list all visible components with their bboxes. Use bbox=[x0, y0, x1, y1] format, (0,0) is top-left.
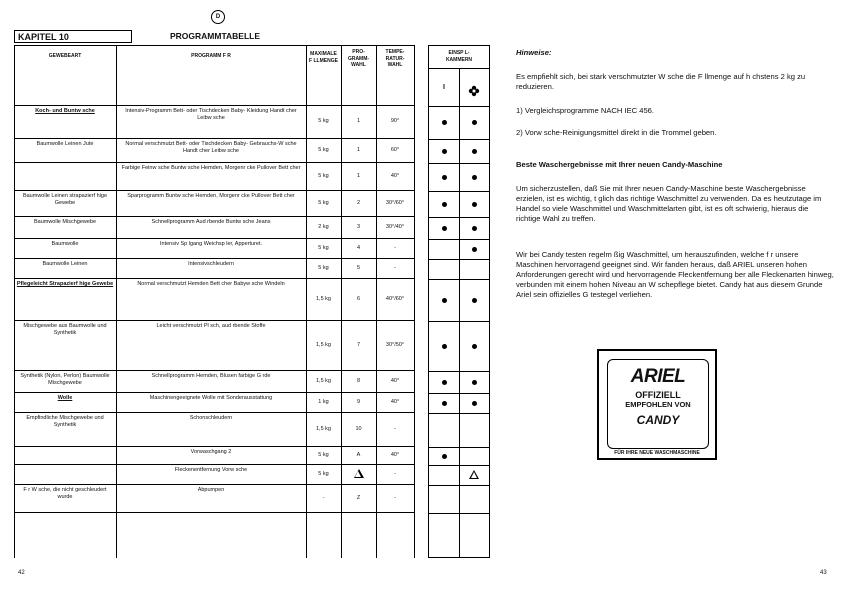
stain-triangle-icon bbox=[354, 469, 364, 478]
programm-cell: Intensiv Sp lgang Weichsp ler, Apperturet. bbox=[159, 241, 262, 247]
col-header-gewebeart: GEWEBEART bbox=[48, 53, 82, 59]
prog-cell: 9 bbox=[356, 398, 361, 405]
programm-cell: Sparprogramm Buntw sche Hemden, Morgenr cke Pullover Bett cher bbox=[127, 193, 295, 199]
temp-cell: - bbox=[394, 264, 396, 271]
compartment-dot-icon bbox=[472, 247, 477, 252]
programm-cell: Intensiv-Programm Bett- oder Tischdecken Baby- Kleidung Handt cher Leibw sche bbox=[125, 108, 297, 121]
gewebe-cell: Baumwolle Mischgewebe bbox=[33, 219, 97, 225]
menge-cell: 5 kg bbox=[318, 199, 329, 206]
temp-cell: 60° bbox=[390, 146, 400, 153]
kammern-table bbox=[428, 45, 490, 558]
menge-cell: 5 kg bbox=[318, 172, 329, 179]
gewebe-cell: Koch- und Buntw sche bbox=[35, 108, 95, 114]
prog-cell: 8 bbox=[356, 377, 361, 384]
programm-cell: Leicht verschmutzt Pl sch, aud rbende Stoffe bbox=[156, 323, 266, 329]
prog-cell: 4 bbox=[356, 244, 361, 251]
section-subtitle: Beste Waschergebnisse mit Ihrer neuen Candy-Maschine bbox=[516, 160, 723, 169]
prog-cell: 7 bbox=[356, 341, 361, 348]
language-flag-icon: D bbox=[211, 10, 225, 24]
temp-cell: 30°/40° bbox=[385, 223, 405, 230]
compartment-dot-icon bbox=[472, 226, 477, 231]
menge-cell: 5 kg bbox=[318, 146, 329, 153]
menge-cell: 1,5 kg bbox=[316, 377, 331, 384]
prog-cell: Z bbox=[356, 494, 361, 501]
temp-cell: - bbox=[394, 470, 396, 477]
prog-cell: 2 bbox=[356, 199, 361, 206]
temp-cell: - bbox=[394, 494, 396, 501]
menge-cell: 2 kg bbox=[318, 223, 329, 230]
menge-cell: 1 kg bbox=[318, 398, 329, 405]
compartment-dot-icon bbox=[472, 149, 477, 154]
menge-cell: 1,5 kg bbox=[316, 341, 331, 348]
compartment-dot-icon bbox=[442, 380, 447, 385]
programm-cell: Fleckenentfernung Vorw sche bbox=[174, 467, 248, 473]
ariel-brand: ARIEL bbox=[630, 366, 686, 387]
temp-cell: 90° bbox=[390, 118, 400, 124]
gewebe-cell: Baumwolle Leinen strapazierf hige Gewebe bbox=[22, 193, 108, 206]
prog-cell: 1 bbox=[356, 118, 361, 124]
temp-cell: - bbox=[394, 425, 396, 432]
gewebe-cell: Baumwolle Leinen Jute bbox=[36, 141, 94, 147]
col-header-temp-wahl: TEMPE- RATUR- WAHL bbox=[385, 49, 405, 68]
menge-cell: 5 kg bbox=[318, 451, 329, 458]
prog-cell: A bbox=[356, 451, 361, 458]
gewebe-cell: Pflegeleicht Strapazierf hige Gewebe bbox=[16, 281, 114, 287]
temp-cell: 30°/50° bbox=[385, 341, 405, 348]
menge-cell: 5 kg bbox=[318, 118, 329, 124]
compartment-dot-icon bbox=[472, 380, 477, 385]
temp-cell: 40° bbox=[390, 377, 400, 384]
prog-cell: 1 bbox=[356, 146, 361, 153]
col-header-programm: PROGRAMM F R bbox=[191, 53, 231, 59]
hinweis-paragraph-2: 1) Vergleichsprogramme NACH IEC 456. bbox=[516, 106, 655, 115]
gewebe-cell: Baumwolle bbox=[51, 241, 79, 247]
col-header-menge: MAXIMALE F LLMENGE bbox=[309, 51, 338, 64]
temp-cell: 40° bbox=[390, 451, 400, 458]
compartment-dot-icon bbox=[442, 298, 447, 303]
prog-cell: 1 bbox=[356, 172, 361, 179]
gewebe-cell: F r W sche, die nicht geschleudert wurde bbox=[23, 487, 107, 500]
programm-cell: Schonschleudern bbox=[189, 415, 233, 421]
compartment-dot-icon bbox=[472, 344, 477, 349]
hinweise-title: Hinweise: bbox=[516, 48, 552, 57]
gewebe-cell: Mischgewebe aus Baumwolle und Synthetik bbox=[23, 323, 107, 336]
compartment-dot-icon bbox=[472, 202, 477, 207]
chapter-label: KAPITEL 10 bbox=[14, 30, 132, 43]
logo-caption: FÜR IHRE NEUE WASCHMASCHINE bbox=[614, 450, 700, 456]
compartment-dot-icon bbox=[442, 175, 447, 180]
logo-line-1: OFFIZIELL bbox=[635, 390, 681, 400]
compartment-dot-icon bbox=[442, 226, 447, 231]
kammer-1-label: I bbox=[443, 84, 445, 91]
menge-cell: 5 kg bbox=[318, 470, 329, 477]
temp-cell: 40°/60° bbox=[385, 295, 405, 302]
programm-cell: Schnellprogramm Hemden, Blusen farbige G rde bbox=[151, 373, 271, 379]
menge-cell: 5 kg bbox=[318, 264, 329, 271]
compartment-dot-icon bbox=[442, 149, 447, 154]
prog-cell: 6 bbox=[356, 295, 361, 302]
compartment-dot-icon bbox=[472, 298, 477, 303]
prog-cell: 5 bbox=[356, 264, 361, 271]
programm-cell: Schnellprogramm Aud rbende Buntw sche Jeans bbox=[151, 219, 271, 225]
stain-triangle-icon bbox=[469, 470, 479, 479]
logo-line-2: EMPFOHLEN VON bbox=[625, 400, 691, 409]
gewebe-cell: Baumwolle Leinen bbox=[42, 261, 88, 267]
programm-cell: Intensivschleudern bbox=[188, 261, 234, 267]
compartment-dot-icon bbox=[472, 401, 477, 406]
page-number-left: 42 bbox=[18, 570, 25, 576]
compartment-dot-icon bbox=[472, 120, 477, 125]
ariel-seal-logo bbox=[597, 349, 717, 460]
prog-cell: 10 bbox=[355, 425, 362, 432]
menge-cell: 1,5 kg bbox=[316, 425, 331, 432]
programm-cell: Vorwaschgang 2 bbox=[190, 449, 232, 455]
programm-cell: Abpumpen bbox=[197, 487, 225, 493]
candy-paragraph-1: Um sicherzustellen, daß Sie mit Ihrer neuen Candy-Maschine beste Waschergebnisse erzielen, ist es wichtig, t glich das richtige Waschmittel zu verwenden. Da es heutzutage im Handel so viele Waschmittel und Waschmittelarten gibt, ist es oft schwierig, hieraus die richtige Wahl zu treffen. bbox=[516, 184, 822, 223]
page-title: PROGRAMMTABELLE bbox=[170, 31, 261, 41]
menge-cell: 5 kg bbox=[318, 244, 329, 251]
program-table bbox=[14, 45, 414, 558]
temp-cell: - bbox=[394, 244, 396, 251]
temp-cell: 40° bbox=[390, 172, 400, 179]
compartment-dot-icon bbox=[442, 202, 447, 207]
hinweis-paragraph-3: 2) Vorw sche-Reinigungsmittel direkt in die Trommel geben. bbox=[516, 128, 717, 137]
page-number-right: 43 bbox=[820, 570, 827, 576]
compartment-dot-icon bbox=[442, 344, 447, 349]
compartment-dot-icon bbox=[472, 175, 477, 180]
gewebe-cell: Synthetik (Nylon, Perlon) Baumwolle Mischgewebe bbox=[20, 373, 110, 386]
candy-paragraph-2: Wir bei Candy testen regelm ßig Waschmittel, um herauszufinden, welche f r unsere Maschinen hervorragend geeignet sind. Wir fanden heraus, daß ARIEL unseren hohen Anforderungen gerecht wird und hervorragende Fleckentfernung ber alle Fleckenarten hinweg, verbunden mit einem hohen Niveau an W schepflege bietet. Candy hat aus diesem Grunde Ariel sein offizielles G testegel verliehen. bbox=[516, 250, 834, 299]
gewebe-cell: Wolle bbox=[57, 395, 73, 401]
col-header-prog-wahl: PRO- GRAMM- WAHL bbox=[347, 49, 370, 68]
programm-cell: Normal verschmutzt Hemden Bett cher Babyw sche Windeln bbox=[137, 281, 285, 287]
temp-cell: 30°/60° bbox=[385, 199, 405, 206]
programm-cell: Maschinengeeignete Wolle mit Sonderausstattung bbox=[149, 395, 273, 401]
programm-cell: Normal verschmutzt Bett- oder Tischdecken Baby- Gebrauchs-W sche Handt cher Leibw sche bbox=[125, 141, 297, 154]
col-header-kammern: EINSP L- KAMMERN bbox=[445, 50, 473, 63]
compartment-dot-icon bbox=[442, 454, 447, 459]
candy-brand: CANDY bbox=[636, 413, 680, 427]
compartment-dot-icon bbox=[442, 401, 447, 406]
hinweis-paragraph-1: Es empfiehlt sich, bei stark verschmutzter W sche die F llmenge auf h chstens 2 kg zu reduzieren. bbox=[516, 72, 806, 91]
menge-cell: 1,5 kg bbox=[316, 295, 331, 302]
compartment-dot-icon bbox=[442, 120, 447, 125]
flower-icon bbox=[468, 84, 480, 96]
menge-cell: - bbox=[322, 494, 325, 501]
prog-cell: 3 bbox=[356, 223, 361, 230]
gewebe-cell: Empfindliche Mischgewebe und Synthetik bbox=[26, 415, 104, 428]
programm-cell: Farbige Feinw sche Buntw sche Hemden, Morgenr cke Pullover Bett cher bbox=[121, 165, 301, 171]
temp-cell: 40° bbox=[390, 398, 400, 405]
